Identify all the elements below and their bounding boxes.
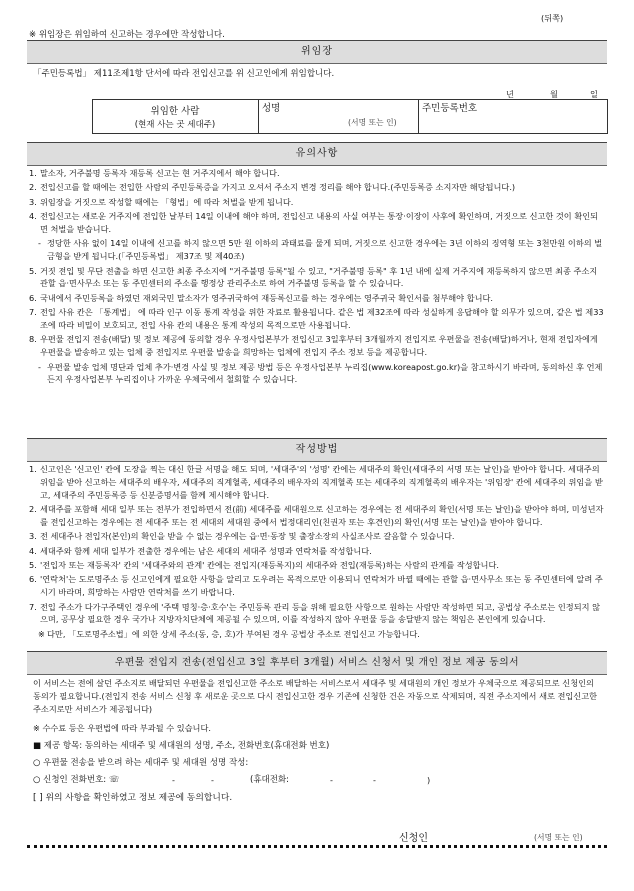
mail-intro: 이 서비스는 전에 살던 주소지로 배달되던 우편물을 전입신고한 주소로 배달하는 서비스로서 세대주 및 세대원의 개인 정보가 우체국으로 제공되므로 신청인의 동의가 필요합니다.(전입지 전송 서비스 신청 후 새로운 곳으로 다시 전입신고한 경우 기존에 신청한 건은 자동으로 삭제되며, 직전 주소지에서 새로 전입신고한 주소지로만 서비스가 제공됩니다) [33, 678, 598, 715]
notes-item-text: 정당한 사유 없이 14일 이내에 신고를 하지 않으면 5만 원 이하의 과태료를 물게 되며, 거짓으로 신고한 경우에는 3년 이하의 징역형 또는 3천만원 이하의 벌금형을 받게 됩니다.(「주민등록법」 제37조 및 제40조) [47, 238, 603, 262]
method-item-text: 세대주를 포함해 세대 일부 또는 전부가 전입하면서 전(前) 세대주를 세대원으로 신고하는 경우에는 전 세대주의 확인(서명 또는 날인)을 받아야 하며, 미성년자를 전입신고하는 경우에는 전 세대주 또는 전 세대의 세대원 중에서 법정대리인(친권자 또는 후견인)의 확인(서명 또는 날인)을 받아야 합니다. [40, 503, 604, 527]
notes-section-title: 유의사항 [27, 142, 607, 166]
notes-item [29, 265, 605, 291]
mail-phone-label: ○ 신청인 전화번호: ☏ [33, 775, 120, 785]
notes-item-text: 위임장을 거짓으로 작성할 때에는 「형법」에 따라 처벌을 받게 됩니다. [40, 196, 294, 207]
notes-item-text: 말소자, 거주불명 등록자 재등록 신고는 현 거주지에서 해야 합니다. [40, 168, 280, 178]
notes-item-text: 국내에서 주민등록을 하였던 재외국민 말소자가 영주귀국하여 재등록신고를 하는 경우에는 영주귀국 확인서를 첨부해야 합니다. [40, 292, 494, 303]
mail-fee-note: ※ 수수료 등은 우편법에 따라 부과될 수 있습니다. [33, 723, 211, 733]
cut-line [27, 845, 607, 848]
notes-item-number: 3. [29, 196, 37, 207]
poa-section-title: 위임장 [27, 40, 607, 64]
method-item [29, 573, 605, 599]
method-item [29, 628, 605, 641]
notes-item-number: - [38, 361, 41, 372]
method-item [29, 503, 605, 529]
notes-item-text: 우편물 전입지 전송(배달) 및 정보 제공에 동의할 경우 우정사업본부가 전입신고 3일후부터 3개월까지 전입지로 우편물을 전송(배달)하거나, 현재 전입자에게 우편물을 발송하고 있는 업체 중 전입지로 우편물 발송을 희망하는 업체에 전입지 주소 정보 등을 제공합니다. [40, 334, 598, 358]
poa-statement: 「주민등록법」 제11조제1항 단서에 따라 전입신고를 위 신고인에게 위임합니다. [33, 69, 335, 79]
poa-id-label: 주민등록번호 [422, 103, 478, 114]
notes-item [29, 292, 605, 305]
mail-consent-checkbox[interactable]: [ ] 위의 사항을 확인하였고 정보 제공에 동의합니다. [33, 793, 233, 803]
method-item-number: 3. [29, 531, 37, 542]
method-item [29, 463, 605, 501]
notes-item-text: 전입 사유 칸은 「통계법」 에 따라 인구 이동 통계 작성을 위한 자료로 활용됩니다. 같은 법 제32조에 따라 성실하게 응답해야 할 의무가 있으며, 같은 법 제33조에 따라 비밀이 보호되고, 전입 사유 칸의 내용은 통계 작성의 목적으로만 사용됩니다. [40, 307, 604, 330]
notes-item-number: 8. [29, 334, 37, 345]
method-item-text: 다만, 「도로명주소법」에 의한 상세 주소(동, 층, 호)가 부여된 경우 공법상 주소로 전입신고 가능합니다. [47, 628, 420, 639]
notes-item [29, 210, 605, 236]
notes-item-number: 6. [29, 292, 37, 303]
poa-date-day: 일 [590, 89, 598, 99]
method-item-text: 세대주와 함께 세대 일부가 전출한 경우에는 남은 세대의 세대주 성명과 연락처를 작성합니다. [40, 545, 372, 556]
mail-applicant-sign-label: (서명 또는 인) [534, 833, 583, 842]
poa-name-label: 성명 [262, 103, 281, 114]
mail-mobile-close: ) [427, 775, 431, 785]
mail-applicant-label: 신청인 [399, 833, 428, 844]
method-item-text: '전입자 또는 재등록자' 칸의 '세대주와의 관계' 칸에는 전입지(재등록지)의 세대주와 전입(재등록)하는 사람의 관계를 작성합니다. [40, 559, 499, 570]
mail-mobile-dash-2: - [373, 775, 376, 785]
poa-date-year: 년 [506, 89, 514, 99]
method-item-number: 2. [29, 503, 37, 514]
mail-mobile-dash-1: - [330, 775, 333, 785]
notes-item [29, 333, 605, 359]
method-item-number: 1. [29, 464, 37, 474]
notes-item [29, 167, 605, 180]
notes-item [29, 361, 605, 387]
poa-delegator-sublabel: (현재 사는 곳 세대주) [134, 120, 216, 130]
poa-usage-note: ※ 위임장은 위임하여 신고하는 경우에만 작성합니다. [29, 30, 225, 40]
mail-recipient-names-field[interactable] [340, 757, 600, 770]
notes-list [29, 167, 605, 388]
method-item-text: 전입 주소가 다가구주택인 경우에 '주택 명칭·층·호수'는 주민등록 관리 등을 위해 필요한 사항으로 원하는 사람만 작성하면 되고, 공법상 주소로는 인정되지 않으며, 공무상 필요한 경우 국가나 지방자치단체에 제공될 수 있으며, 이를 작성하지 않아 우편물 등을 송달받지 않는 책임은 본인에게 있습니다. [40, 601, 601, 625]
method-item-number: 6. [29, 574, 37, 585]
notes-item-number: 4. [29, 211, 37, 222]
method-item-number: 5. [29, 559, 37, 570]
notes-item-number: 2. [29, 182, 37, 193]
method-item [29, 601, 605, 627]
notes-item-number: 5. [29, 265, 37, 276]
mail-section-title: 우편물 전입지 전송(전입신고 3일 후부터 3개월) 서비스 신청서 및 개인 정보 제공 동의서 [27, 651, 607, 675]
method-item-text: 신고인은 '신고인' 칸에 도장을 찍는 대신 한글 서명을 해도 되며, '세대주'의 '성명' 칸에는 세대주의 확인(세대주의 서명 또는 날인)을 받아야 합니다. 세대주의 위임을 받아 신고하는 세대주의 배우자, 세대주의 직계혈족, 세대주의 배우자의 직계혈족 또는 세대주의 직계혈족의 배우자는 '위임장' 칸에 세대주의 위임을 받고, 세대주의 주민등록증 등 신분증명서를 함께 제시해야 합니다. [40, 464, 603, 500]
poa-date-month: 월 [550, 89, 558, 99]
mail-recipient-names-label: ○ 우편물 전송을 받으려 하는 세대주 및 세대원 성명 작성: [33, 758, 249, 768]
notes-item-text: 거짓 전입 및 무단 전출을 하면 신고한 최종 주소지에 "거주불명 등록"될 수 있고, "거주불명 등록" 후 1년 내에 실제 거주지에 재등록하지 않으면 최종 주소지 관할 읍·면사무소 또는 동 주민센터의 주소를 행정상 관리주소로 하여 거주불명 등록을 할 수 있습니다. [40, 265, 598, 289]
method-item [29, 559, 605, 572]
method-item [29, 545, 605, 558]
notes-item-number: 1. [29, 168, 37, 178]
notes-item [29, 306, 605, 332]
method-item-text: 전 세대주나 전입자(본인)의 확인을 받을 수 없는 경우에는 읍·면·동장 및 출장소장의 사실조사로 갈음할 수 있습니다. [40, 531, 455, 542]
mail-mobile-label: (휴대전화: [250, 775, 290, 785]
method-item-number: ※ [38, 628, 45, 639]
notes-item-number: - [38, 238, 41, 249]
notes-item-number: 7. [29, 307, 37, 318]
mail-applicant-sign-field[interactable] [432, 828, 528, 842]
mail-provided-items: ■ 제공 항목: 동의하는 세대주 및 세대원의 성명, 주소, 전화번호(휴대전화 번호) [33, 741, 330, 751]
notes-item-text: 전입신고를 할 때에는 전입한 사람의 주민등록증을 가지고 오셔서 주소지 변경 정리를 해야 합니다.(주민등록증 소지자만 해당됩니다.) [40, 182, 516, 193]
poa-delegator-label: 위임한 사람 [150, 106, 200, 117]
mail-phone-dash-1: - [172, 775, 175, 785]
notes-item-text: 우편물 발송 업체 명단과 업체 추가·변경 사실 및 정보 제공 방법 등은 우정사업본부 누리집(www.koreapost.go.kr)을 참고하시기 바라며, 동의하신 후 언제든지 우정사업본부 누리집이나 가까운 우체국에서 철회할 수 있습니다. [47, 361, 603, 385]
method-item-number: 4. [29, 545, 37, 556]
method-list [29, 463, 605, 642]
method-item [29, 530, 605, 543]
poa-sign-label: (서명 또는 인) [348, 118, 397, 127]
notes-item-text: 전입신고는 새로운 거주지에 전입한 날부터 14일 이내에 해야 하며, 전입신고 내용의 사실 여부는 통장·이장이 사후에 확인하며, 거짓으로 신고한 것이 확인되면 처벌을 받습니다. [40, 211, 599, 234]
notes-item [29, 196, 605, 209]
notes-item [29, 237, 605, 263]
notes-item [29, 181, 605, 194]
poa-id-field[interactable] [422, 114, 602, 132]
mail-phone-dash-2: - [211, 775, 214, 785]
mail-phone-field[interactable] [140, 772, 430, 786]
method-section-title: 작성방법 [27, 438, 607, 462]
page-label: (뒤쪽) [541, 13, 564, 23]
method-item-number: 7. [29, 601, 37, 612]
method-item-text: '연락처'는 도로명주소 등 신고인에게 필요한 사항을 알리고 도우려는 목적으로만 이용되니 연락처가 바뀔 때에는 관할 읍·면사무소 또는 동 주민센터에 알려 주시기 바라며, 희망하는 사람만 연락처를 쓰기 바랍니다. [40, 574, 603, 598]
